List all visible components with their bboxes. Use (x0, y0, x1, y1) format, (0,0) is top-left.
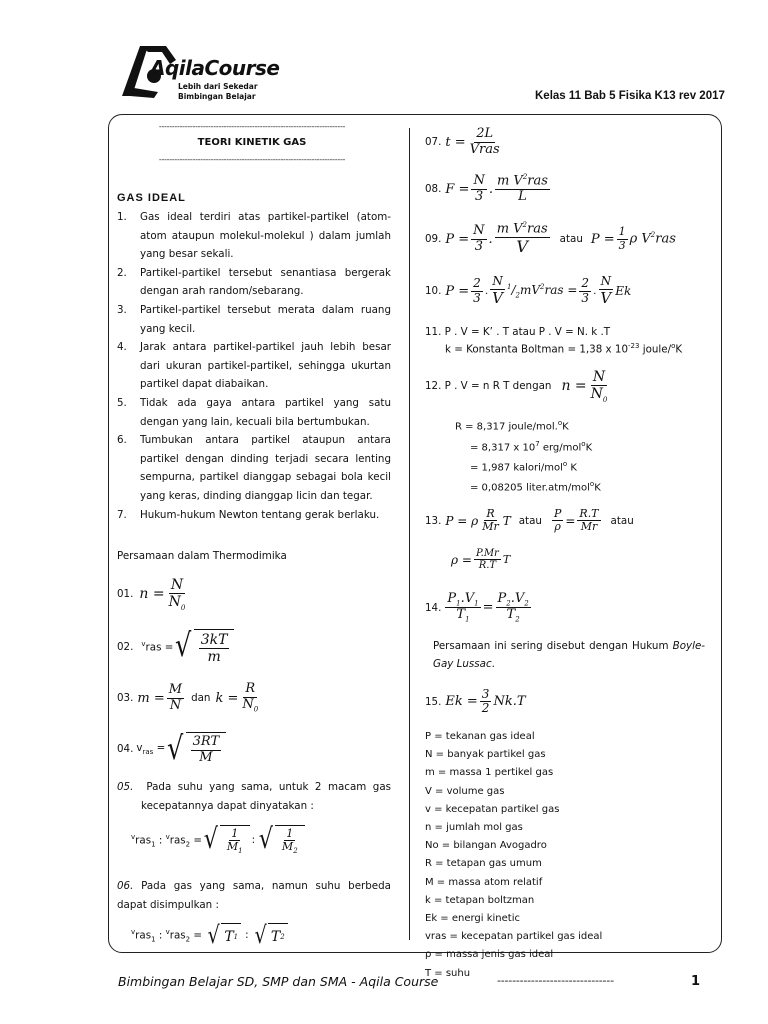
list-item: R = 8,317 joule/mol.$^o$K (455, 419, 569, 433)
list-item: n = jumlah mol gas (425, 821, 523, 833)
column-divider (409, 128, 410, 940)
list-item: 4. Jarak antara partikel-partikel jauh lebih besar dari ukuran partikel-partikel, sehingga ukurtan partikel dapat diabaikan. (117, 341, 391, 391)
list-item: N = banyak partikel gas (425, 749, 546, 761)
page-number: 1 (691, 974, 701, 989)
boltzmann-constant: k = Konstanta Boltman = 1,38 x $10^{-23}$ joule/$^o$K (445, 342, 683, 356)
footer-rule: ------------------------------- (497, 974, 614, 987)
equation-03: 03. m = $\frac{M}{N}$ dan k = $\frac{R}{N_0}$ (117, 681, 259, 714)
gas-ideal-list (117, 208, 391, 524)
list-item: vras = kecepatan partikel gas ideal (425, 931, 603, 943)
list-item: 2. Partikel-partikel tersebut senantiasa bergerak dengan arah random/sebarang. (117, 266, 391, 298)
equation-07: 07. t = $\frac{2L}{\text{Vras}}$ (425, 125, 500, 157)
equation-01: 01. n = $\frac{N}{N_0}$ (117, 576, 186, 612)
list-item: m = massa 1 pertikel gas (425, 767, 554, 779)
gas-constant-values (455, 415, 705, 496)
equation-11: 11. P . V = K’ . T atau P . V = N. k .T (425, 326, 611, 338)
symbol-legend (425, 728, 705, 983)
list-item: 1. Gas ideal terdiri atas partikel-partikel (atom-atom ataupun molekul-molekul ) dalam jumlah yang besar sekali. (117, 211, 391, 261)
left-column (113, 122, 391, 952)
list-item: T = suhu (425, 967, 471, 979)
list-item: V = volume gas (425, 785, 505, 797)
equation-08: 08. F = $\frac{N}{3}$ . $\frac{m V^2ras}{L}$ (425, 172, 548, 205)
footer-text: Bimbingan Belajar SD, SMP dan SMA - Aqila Course (118, 974, 439, 989)
list-item: = 8,317 x $10^7$ erg/mol$^o$K (470, 439, 593, 454)
title-rule-top: ------------------------------------------------------------------------ (158, 122, 346, 131)
title-rule-bottom: ------------------------------------------------------------------------ (158, 155, 346, 164)
equation-15: 15. Ek = $\frac{3}{2}$ Nk.T (425, 686, 526, 716)
equation-04: 04. $v_{ras}$ = √ $\frac{3RT}{M}$ (117, 724, 391, 774)
equation-09: 09. P = $\frac{N}{3}$ . $\frac{m V^2ras}{V}$ atau P = $\frac{1}{3}$ ρ $V^2ras$ (425, 221, 676, 257)
boyle-gay-lussac-note: Persamaan ini sering disebut dengan Hukum Boyle-Gay Lussac. (433, 639, 705, 671)
equation-13-density: ρ = $\frac{P.Mr}{R.T}$ T (451, 547, 511, 572)
equation-14: 14. $\frac{P_1.V_1}{T_1}$ = $\frac{P_2.V_2}{T_2}$ (425, 590, 529, 624)
list-item: ρ = massa jenis gas ideal (425, 949, 554, 961)
gas-ideal-heading: GAS IDEAL (117, 192, 186, 204)
list-item: v = kecepatan partikel gas (425, 803, 560, 815)
equation-06-text: 06. Pada gas yang sama, namun suhu berbeda dapat disimpulkan : (117, 880, 391, 911)
section-title: TEORI KINETIK GAS (197, 137, 307, 148)
equation-05: $^v$ras$_1$ : $^v$ras$_2$ = √ $\frac{1}{M_1}$ : √ $\frac{1}{M_2}$ (131, 817, 391, 863)
list-item: k = tetapan boltzman (425, 894, 535, 906)
list-item: 7. Hukum-hukum Newton tentang gerak berlaku. (117, 508, 380, 521)
right-column (425, 122, 705, 983)
brand-tagline-2: Bimbingan Belajar (178, 92, 256, 101)
list-item: Ek = energi kinetic (425, 912, 520, 924)
equation-12: 12. P . V = n R T dengan n = $\frac{N}{N_0}$ (425, 368, 608, 404)
list-item: 3. Partikel-partikel tersebut merata dalam ruang yang kecil. (117, 303, 391, 335)
brand-name: AqilaCourse (150, 56, 280, 80)
thermo-title: Persamaan dalam Thermodimika (117, 550, 287, 563)
list-item: P = tekanan gas ideal (425, 730, 535, 742)
equation-13: 13. P = ρ $\frac{R}{Mr}$ T atau $\frac{P}{\rho}$ = $\frac{R.T}{Mr}$ atau (425, 506, 634, 534)
list-item: No = bilangan Avogadro (425, 840, 547, 852)
list-item: M = massa atom relatif (425, 876, 543, 888)
equation-02: 02. $^v$ras = √ $\frac{3kT}{m}$ (117, 622, 391, 672)
list-item: R = tetapan gas umum (425, 858, 542, 870)
list-item: 6. Tumbukan antara partikel ataupun antara partikel dengan dinding terjadi secara lenting sempurna, partikel dianggap sebagai bola kecil yang keras, dinding dianggap licin dan tegar. (117, 434, 391, 502)
list-item: = 0,08205 liter.atm/mol$^o$K (470, 480, 601, 494)
brand-logo (118, 38, 278, 110)
equation-10: 10. P = $\frac{2}{3}$ . $\frac{N}{V}$ $^1/_2mV^2ras$ = $\frac{2}{3}$ . $\frac{N}{V}$ Ek (425, 273, 632, 307)
equation-06: $^v$ras$_1$ : $^v$ras$_2$ = √ T 1 : √ T 2 (131, 918, 391, 952)
document-label: Kelas 11 Bab 5 Fisika K13 rev 2017 (535, 90, 725, 102)
list-item: = 1,987 kalori/mol$^o$ K (470, 460, 577, 474)
brand-tagline-1: Lebih dari Sekedar (178, 82, 258, 91)
equation-05-text: 05. Pada suhu yang sama, untuk 2 macam gas kecepatannya dapat dinyatakan : (117, 781, 391, 812)
list-item: 5. Tidak ada gaya antara partikel yang satu dengan yang lain, kecuali bila bertumbukan. (117, 396, 391, 428)
